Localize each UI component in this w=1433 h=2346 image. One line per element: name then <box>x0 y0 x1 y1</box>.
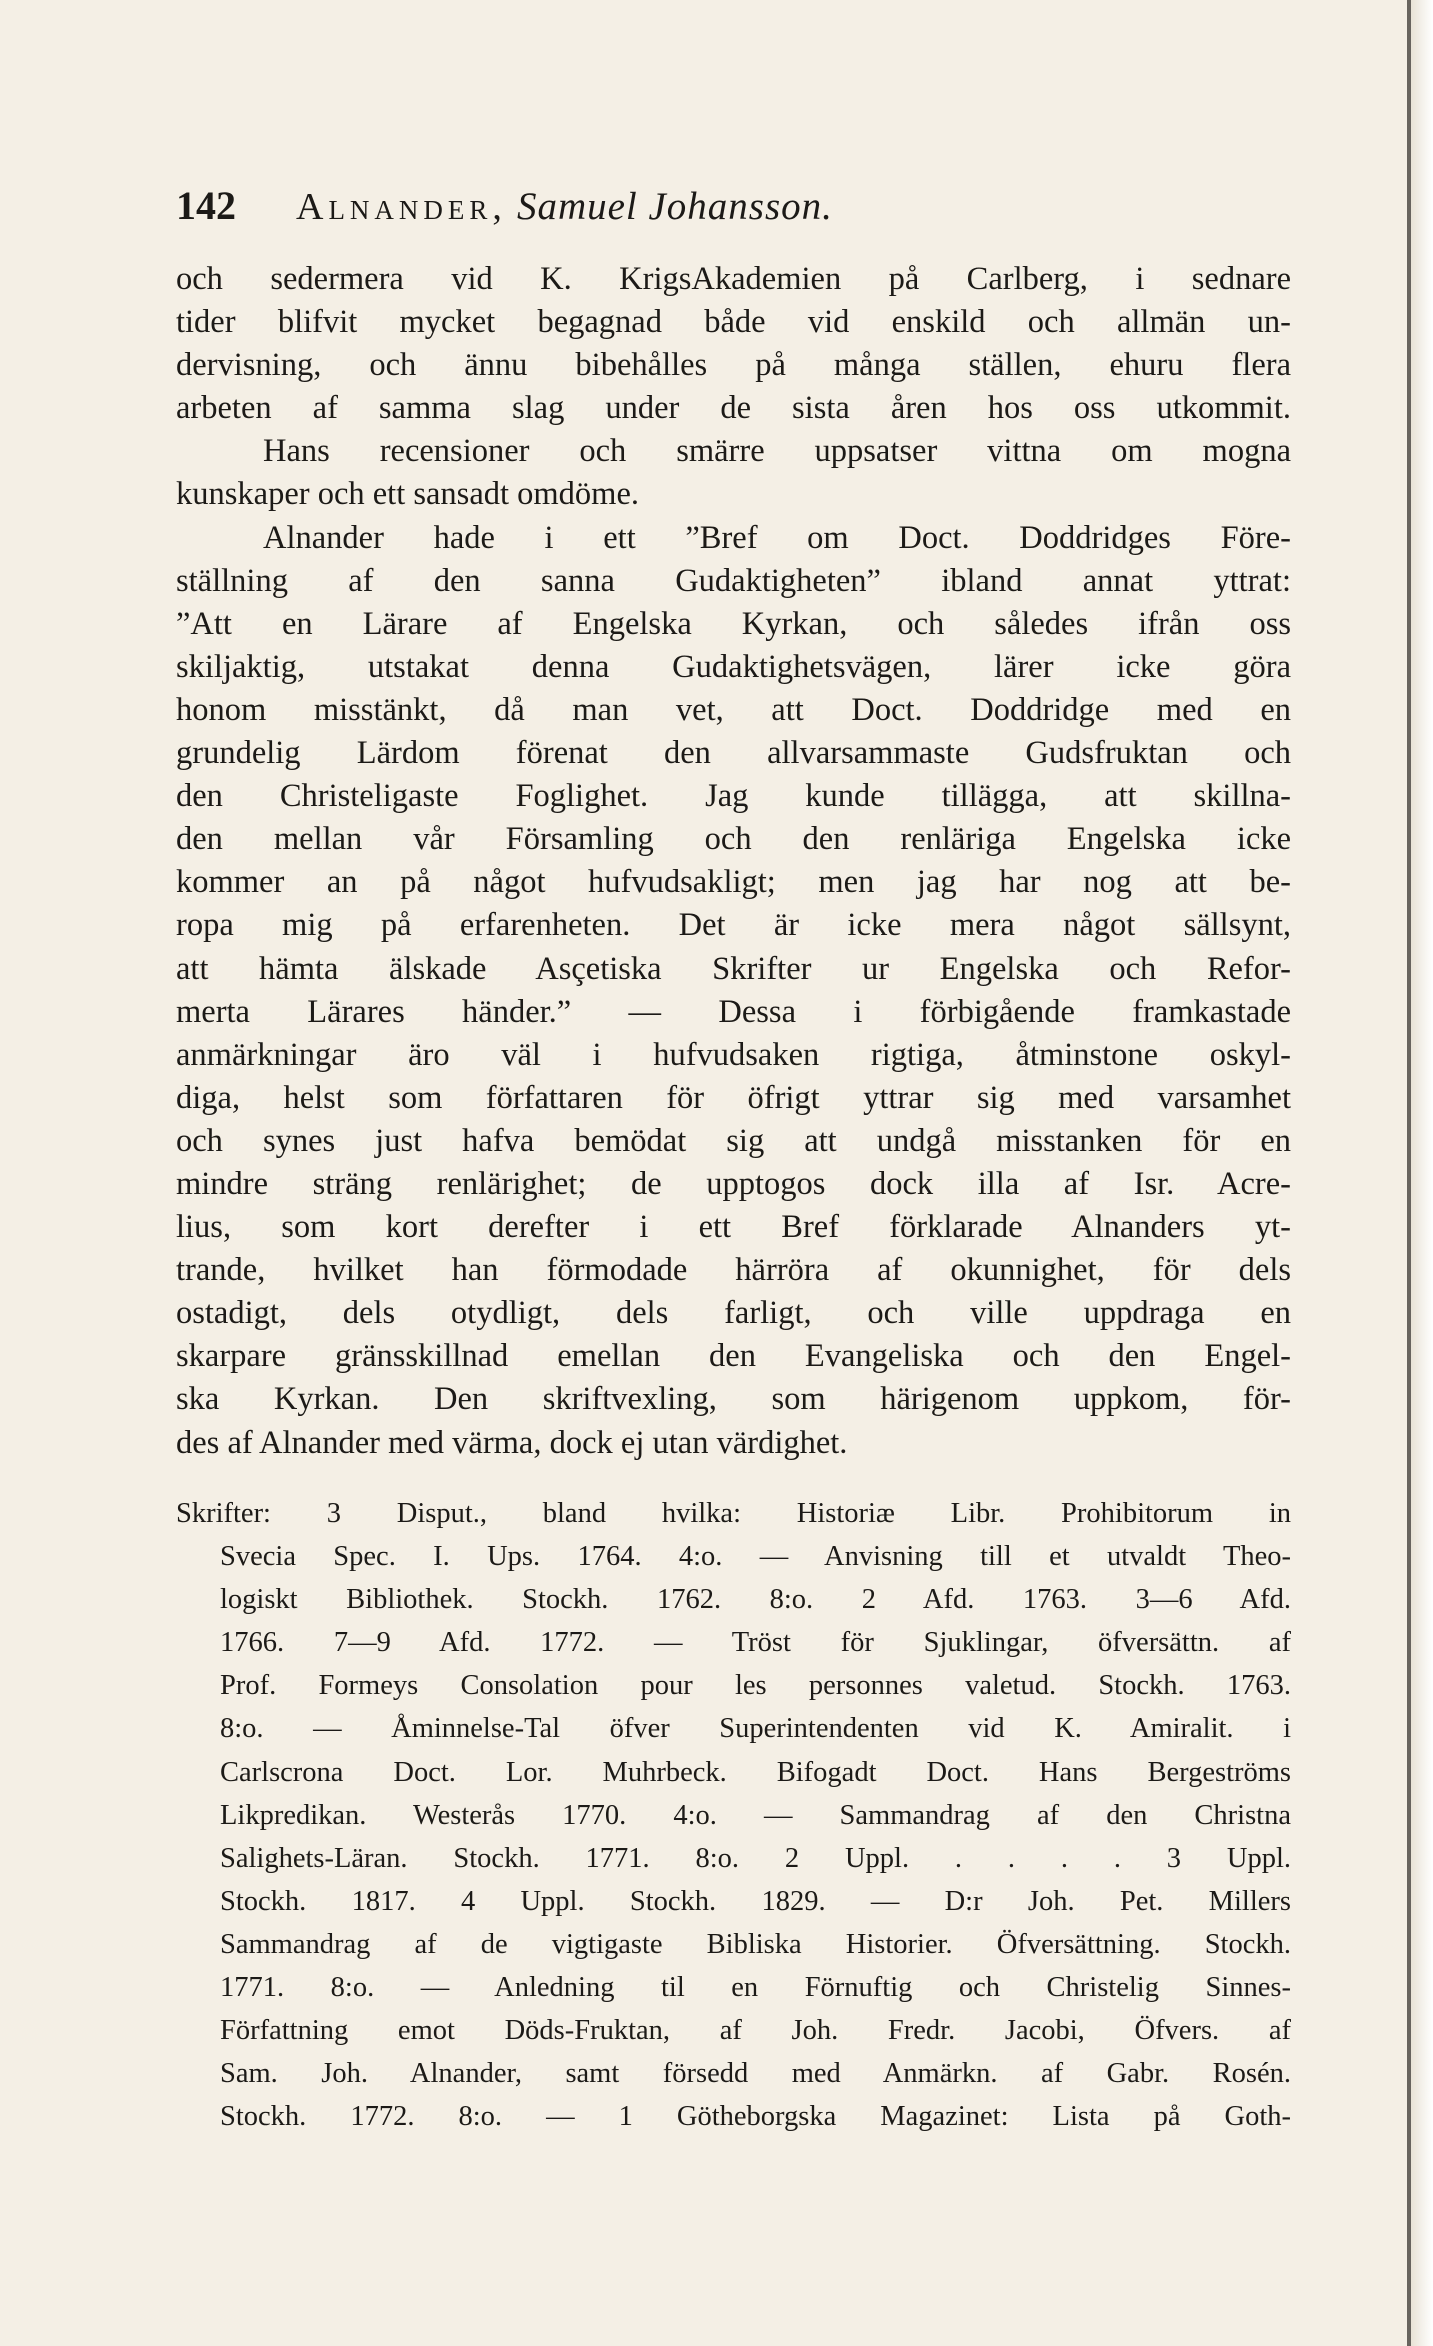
text-line: den mellan vår Församling och den renläriga Engelska icke <box>176 821 1291 858</box>
bibliography-line: Sam. Joh. Alnander, samt försedd med Anmärkn. af Gabr. Rosén. <box>220 2058 1291 2090</box>
text-line: anmärkningar äro väl i hufvudsaken rigtiga, åtminstone oskyl- <box>176 1036 1291 1073</box>
text-line: honom misstänkt, då man vet, att Doct. Doddridge med en <box>176 691 1291 728</box>
text-line: att hämta älskade Asçetiska Skrifter ur Engelska och Refor- <box>176 950 1291 987</box>
bibliography-line: Sammandrag af de vigtigaste Bibliska Historier. Öfversättning. Stockh. <box>220 1928 1291 1960</box>
text-line: skiljaktig, utstakat denna Gudaktighetsvägen, lärer icke göra <box>176 648 1291 685</box>
running-head-given-names: Samuel Johansson. <box>516 185 833 228</box>
bibliography-line: Författning emot Döds-Fruktan, af Joh. Fredr. Jacobi, Öfvers. af <box>220 2015 1291 2047</box>
bibliography-line: Likpredikan. Westerås 1770. 4:o. — Sammandrag af den Christna <box>220 1799 1291 1831</box>
text-line: och sedermera vid K. KrigsAkademien på Carlberg, i sednare <box>176 261 1291 297</box>
text-line: merta Lärares händer.” — Dessa i förbigående framkastade <box>176 993 1291 1030</box>
bibliography-line: 1771. 8:o. — Anledning til en Förnuftig och Christelig Sinnes- <box>220 1972 1291 2004</box>
text-line: ska Kyrkan. Den skriftvexling, som härigenom uppkom, för- <box>176 1381 1291 1418</box>
running-head-surname: Alnander, <box>296 186 507 228</box>
page-edge-line <box>1407 0 1411 2346</box>
text-line: Alnander hade i ett ”Bref om Doct. Doddridges Före- <box>263 519 1291 556</box>
page-number: 142 <box>176 183 236 228</box>
text-line: ställning af den sanna Gudaktigheten” ibland annat yttrat: <box>176 562 1291 599</box>
text-line: dervisning, och ännu bibehålles på många ställen, ehuru flera <box>176 347 1291 384</box>
bibliography-line: 1766. 7—9 Afd. 1772. — Tröst för Sjuklingar, öfversättn. af <box>220 1627 1291 1659</box>
bibliography-line: Svecia Spec. I. Ups. 1764. 4:o. — Anvisning till et utvaldt Theo- <box>220 1541 1291 1573</box>
text-line: diga, helst som författaren för öfrigt yttrar sig med varsamhet <box>176 1079 1291 1116</box>
main-text <box>176 258 1291 1465</box>
text-line: den Christeligaste Foglighet. Jag kunde tillägga, att skillna- <box>176 778 1291 815</box>
text-line: ropa mig på erfarenheten. Det är icke mera något sällsynt, <box>176 907 1291 944</box>
bibliography-line: Salighets-Läran. Stockh. 1771. 8:o. 2 Uppl. . . . . 3 Uppl. <box>220 1842 1291 1874</box>
text-line: trande, hvilket han förmodade härröra af okunnighet, för dels <box>176 1252 1291 1289</box>
text-line: ostadigt, dels otydligt, dels farligt, och ville uppdraga en <box>176 1295 1291 1332</box>
running-header <box>176 176 1306 236</box>
bibliography-line: Skrifter: 3 Disput., bland hvilka: Historiæ Libr. Prohibitorum in <box>176 1498 1291 1529</box>
bibliography-line: Carlscrona Doct. Lor. Muhrbeck. Bifogadt Doct. Hans Bergeströms <box>220 1756 1291 1788</box>
text-line: arbeten af samma slag under de sista åren hos oss utkommit. <box>176 390 1291 427</box>
text-line: tider blifvit mycket begagnad både vid enskild och allmän un- <box>176 304 1291 341</box>
text-line: des af Alnander med värma, dock ej utan värdighet. <box>176 1424 848 1461</box>
text-line: lius, som kort derefter i ett Bref förklarade Alnanders yt- <box>176 1209 1291 1246</box>
text-line: Hans recensioner och smärre uppsatser vittna om mogna <box>263 433 1291 470</box>
text-line: ”Att en Lärare af Engelska Kyrkan, och således ifrån oss <box>176 605 1291 642</box>
text-line: skarpare gränsskillnad emellan den Evangeliska och den Engel- <box>176 1338 1291 1375</box>
text-line: och synes just hafva bemödat sig att undgå misstanken för en <box>176 1122 1291 1159</box>
bibliography-section <box>176 1492 1291 2138</box>
text-line: kunskaper och ett sansadt omdöme. <box>176 476 640 513</box>
bibliography-line: 8:o. — Åminnelse-Tal öfver Superintendenten vid K. Amiralit. i <box>220 1713 1291 1745</box>
bibliography-line: Stockh. 1772. 8:o. — 1 Götheborgska Magazinet: Lista på Goth- <box>220 2101 1291 2133</box>
text-line: kommer an på något hufvudsakligt; men jag har nog att be- <box>176 864 1291 901</box>
bibliography-line: Prof. Formeys Consolation pour les personnes valetud. Stockh. 1763. <box>220 1670 1291 1702</box>
text-line: grundelig Lärdom förenat den allvarsammaste Gudsfruktan och <box>176 735 1291 772</box>
page-edge-shadow <box>1411 0 1433 2346</box>
text-line: mindre sträng renlärighet; de upptogos dock illa af Isr. Acre- <box>176 1165 1291 1202</box>
bibliography-line: logiskt Bibliothek. Stockh. 1762. 8:o. 2 Afd. 1763. 3—6 Afd. <box>220 1584 1291 1616</box>
bibliography-line: Stockh. 1817. 4 Uppl. Stockh. 1829. — D:r Joh. Pet. Millers <box>220 1885 1291 1917</box>
